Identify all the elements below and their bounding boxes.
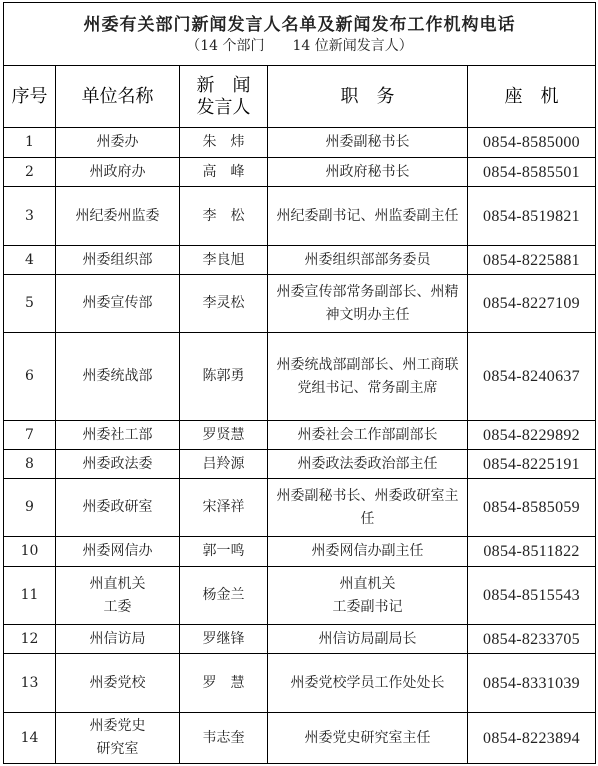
row-name: 罗 慧 <box>180 654 268 713</box>
row-name: 高 峰 <box>180 158 268 187</box>
row-name: 李 松 <box>180 187 268 246</box>
row-unit: 州委网信办 <box>56 537 180 567</box>
page-title: 州委有关部门新闻发言人名单及新闻发布工作机构电话 <box>83 15 516 35</box>
row-position: 州委社会工作部副部长 <box>268 421 468 450</box>
table-row <box>4 654 596 713</box>
row-position: 州委副秘书长、州委政研室主任 <box>268 479 468 537</box>
row-unit: 州信访局 <box>56 625 180 654</box>
row-phone: 0854-8229892 <box>468 421 596 450</box>
header-spokesperson-line2: 发言人 <box>196 96 251 118</box>
row-position: 州委统战部副部长、州工商联党组书记、常务副主席 <box>268 333 468 421</box>
row-phone: 0854-8511822 <box>468 537 596 567</box>
table-row <box>4 537 596 567</box>
table-row <box>4 421 596 450</box>
row-unit: 州纪委州监委 <box>56 187 180 246</box>
row-unit-line1: 州委党史 <box>89 718 146 734</box>
directory-table <box>3 2 596 764</box>
row-unit: 州委社工部 <box>56 421 180 450</box>
table-row <box>4 158 596 187</box>
row-position: 州委组织部部务委员 <box>268 246 468 275</box>
table-row <box>4 713 596 764</box>
row-phone: 0854-8223894 <box>468 713 596 764</box>
row-index: 2 <box>4 158 56 187</box>
row-position: 州委政法委政治部主任 <box>268 450 468 479</box>
row-position-line1: 州直机关 <box>339 575 396 592</box>
row-name: 李灵松 <box>180 275 268 333</box>
row-index: 9 <box>4 479 56 537</box>
row-position: 州纪委副书记、州监委副主任 <box>268 187 468 246</box>
row-phone: 0854-8585000 <box>468 128 596 158</box>
row-index: 13 <box>4 654 56 713</box>
row-phone: 0854-8585059 <box>468 479 596 537</box>
row-position: 州委网信办副主任 <box>268 537 468 567</box>
row-unit: 州委政研室 <box>56 479 180 537</box>
title-cell <box>4 3 596 66</box>
header-index: 序号 <box>4 66 56 128</box>
row-name: 郭一鸣 <box>180 537 268 567</box>
row-phone: 0854-8227109 <box>468 275 596 333</box>
header-position: 职 务 <box>268 66 468 128</box>
header-phone: 座 机 <box>468 66 596 128</box>
row-unit: 州委宣传部 <box>56 275 180 333</box>
header-spokesperson <box>180 66 268 128</box>
table-row <box>4 333 596 421</box>
row-index: 7 <box>4 421 56 450</box>
spokesperson-directory <box>3 2 595 763</box>
row-index: 14 <box>4 713 56 764</box>
row-position: 州委党校学员工作处处长 <box>268 654 468 713</box>
row-name: 朱 炜 <box>180 128 268 158</box>
row-unit: 州委统战部 <box>56 333 180 421</box>
row-unit: 州委党校 <box>56 654 180 713</box>
table-row <box>4 450 596 479</box>
row-unit-line2: 研究室 <box>96 741 139 757</box>
row-index: 11 <box>4 567 56 625</box>
table-row <box>4 187 596 246</box>
table-row <box>4 275 596 333</box>
row-name: 罗贤慧 <box>180 421 268 450</box>
row-unit: 州委办 <box>56 128 180 158</box>
row-position: 州委副秘书长 <box>268 128 468 158</box>
row-unit: 州委政法委 <box>56 450 180 479</box>
row-index: 5 <box>4 275 56 333</box>
row-phone: 0854-8519821 <box>468 187 596 246</box>
row-index: 3 <box>4 187 56 246</box>
row-phone: 0854-8240637 <box>468 333 596 421</box>
row-unit: 州政府办 <box>56 158 180 187</box>
table-row <box>4 246 596 275</box>
row-phone: 0854-8585501 <box>468 158 596 187</box>
row-position: 州委宣传部常务副部长、州精神文明办主任 <box>268 275 468 333</box>
row-name: 陈郭勇 <box>180 333 268 421</box>
row-phone: 0854-8233705 <box>468 625 596 654</box>
row-position: 州委党史研究室主任 <box>268 713 468 764</box>
page-subtitle: （14 个部门 14 位新闻发言人） <box>186 38 413 54</box>
row-phone: 0854-8225881 <box>468 246 596 275</box>
row-position-line2: 工委副书记 <box>332 598 403 615</box>
row-unit <box>56 713 180 764</box>
row-index: 6 <box>4 333 56 421</box>
row-unit-line2: 工委 <box>103 598 132 615</box>
row-position <box>268 567 468 625</box>
row-index: 8 <box>4 450 56 479</box>
header-spokesperson-line1: 新 闻 <box>196 74 251 96</box>
header-row <box>4 66 596 128</box>
row-name: 宋泽祥 <box>180 479 268 537</box>
row-position: 州信访局副局长 <box>268 625 468 654</box>
row-index: 4 <box>4 246 56 275</box>
table-row <box>4 479 596 537</box>
table-row <box>4 128 596 158</box>
table-row <box>4 625 596 654</box>
row-index: 12 <box>4 625 56 654</box>
row-unit: 州委组织部 <box>56 246 180 275</box>
row-unit-line1: 州直机关 <box>89 575 146 592</box>
row-position: 州政府秘书长 <box>268 158 468 187</box>
row-name: 吕羚源 <box>180 450 268 479</box>
row-name: 李良旭 <box>180 246 268 275</box>
row-name: 罗继锋 <box>180 625 268 654</box>
table-row <box>4 567 596 625</box>
row-name: 杨金兰 <box>180 567 268 625</box>
row-phone: 0854-8515543 <box>468 567 596 625</box>
row-index: 1 <box>4 128 56 158</box>
header-unit: 单位名称 <box>56 66 180 128</box>
row-phone: 0854-8225191 <box>468 450 596 479</box>
row-unit <box>56 567 180 625</box>
row-index: 10 <box>4 537 56 567</box>
row-name: 韦志奎 <box>180 713 268 764</box>
title-row <box>4 3 596 66</box>
row-phone: 0854-8331039 <box>468 654 596 713</box>
